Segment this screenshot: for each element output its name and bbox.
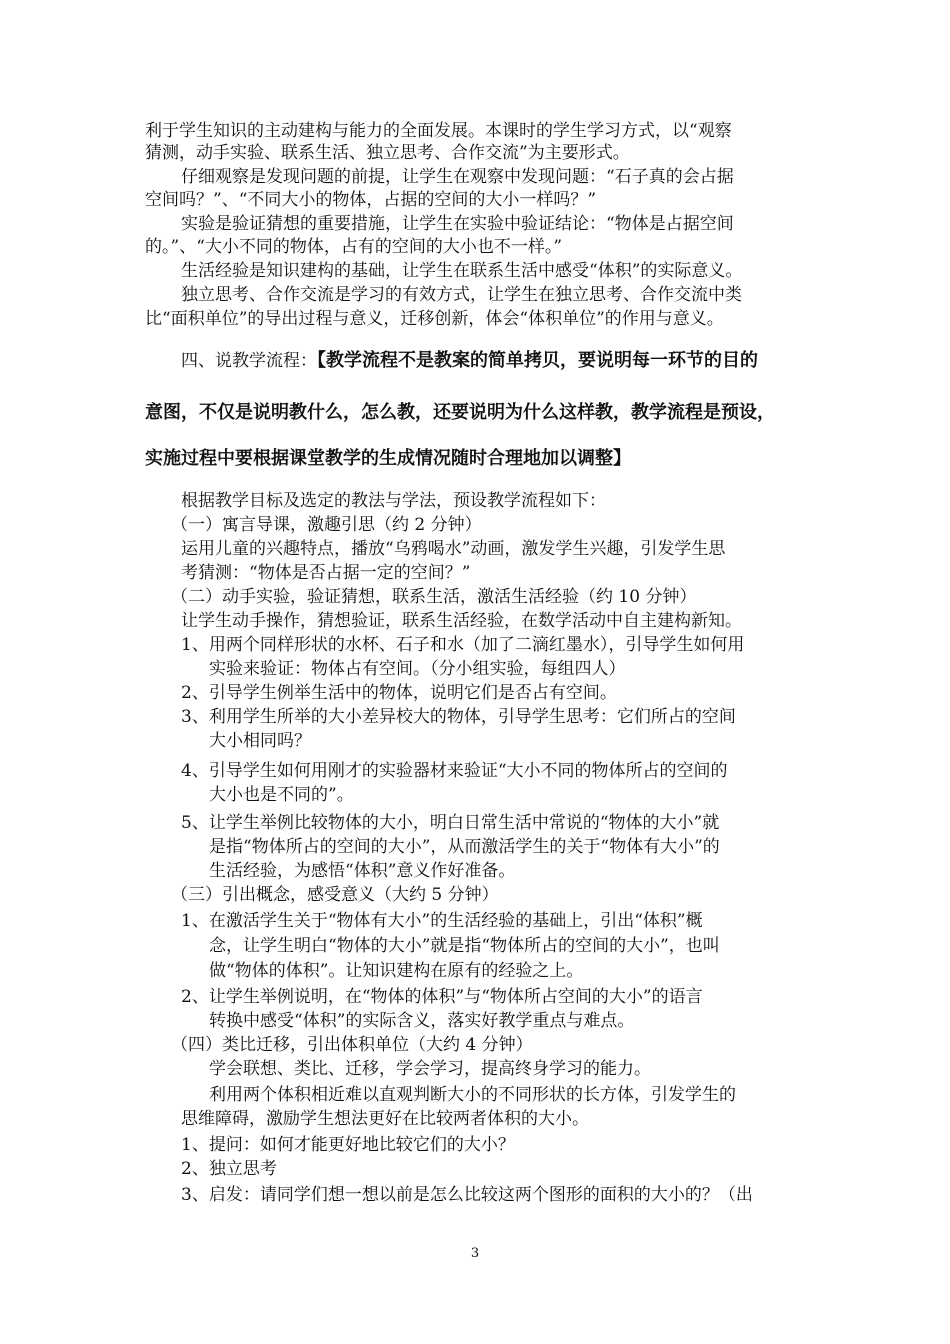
list-item: 3、启发：请同学们想一想以前是怎么比较这两个图形的面积的大小的？（出 — [181, 1185, 753, 1205]
text-line: 利用两个体积相近难以直观判断大小的不同形状的长方体，引发学生的 — [209, 1085, 736, 1105]
section-note-line: 实施过程中要根据课堂教学的生成情况随时合理地加以调整】 — [145, 448, 631, 469]
text-line: 利于学生知识的主动建构与能力的全面发展。本课时的学生学习方式，以“观察 — [145, 121, 732, 141]
list-item: 1、提问：如何才能更好地比较它们的大小？ — [181, 1135, 515, 1155]
list-item-cont: 念，让学生明白“物体的大小”就是指“物体所占的空间的大小”，也叫 — [209, 936, 720, 956]
text-line: 生活经验是知识建构的基础，让学生在联系生活中感受“体积”的实际意义。 — [181, 261, 743, 281]
list-item-cont: 大小相同吗？ — [209, 731, 311, 751]
list-item: 1、用两个同样形状的水杯、石子和水（加了二滴红墨水），引导学生如何用 — [181, 635, 745, 655]
subsection-title: （三）引出概念，感受意义（大约 5 分钟） — [171, 885, 499, 905]
section-note-line: 意图，不仅是说明教什么，怎么教，还要说明为什么这样教，教学流程是预设， — [145, 402, 775, 423]
list-item-cont: 做“物体的体积”。让知识建构在原有的经验之上。 — [209, 961, 584, 981]
section-heading-note: 【教学流程不是教案的简单拷贝，要说明每一环节的目的 — [317, 350, 758, 371]
page-number: 3 — [470, 1246, 480, 1261]
list-item: 5、让学生举例比较物体的大小，明白日常生活中常说的“物体的大小”就 — [181, 813, 720, 833]
text-line: 考猜测：“物体是否占据一定的空间？” — [181, 563, 471, 583]
text-line: 学会联想、类比、迁移，学会学习，提高终身学习的能力。 — [209, 1059, 651, 1079]
list-item: 1、在激活学生关于“物体有大小”的生活经验的基础上，引出“体积”概 — [181, 911, 703, 931]
text-line: 猜测，动手实验、联系生活、独立思考、合作交流”为主要形式。 — [145, 143, 630, 163]
list-item: 4、引导学生如何用刚才的实验器材来验证“大小不同的物体所占的空间的 — [181, 761, 728, 781]
section-heading — [181, 350, 758, 372]
subsection-title: （二）动手实验，验证猜想，联系生活，激活生活经验（约 10 分钟） — [171, 587, 697, 607]
text-line: 实验是验证猜想的重要措施，让学生在实验中验证结论：“物体是占据空间 — [181, 214, 734, 234]
list-item: 2、让学生举例说明，在“物体的体积”与“物体所占空间的大小”的语言 — [181, 987, 703, 1007]
text-line: 空间吗？”、“不同大小的物体，占据的空间的大小一样吗？” — [145, 190, 597, 210]
list-item-cont: 实验来验证：物体占有空间。（分小组实验，每组四人） — [209, 659, 626, 679]
text-line: 比“面积单位”的导出过程与意义，迁移创新，体会“体积单位”的作用与意义。 — [145, 309, 724, 329]
list-item-cont: 生活经验，为感悟“体积”意义作好准备。 — [209, 861, 516, 881]
list-item: 3、利用学生所举的大小差异校大的物体，引导学生思考：它们所占的空间 — [181, 707, 736, 727]
text-line: 独立思考、合作交流是学习的有效方式，让学生在独立思考、合作交流中类 — [181, 285, 742, 305]
list-item-cont: 是指“物体所占的空间的大小”，从而激活学生的关于“物体有大小”的 — [209, 837, 720, 857]
text-line: 的。”、“大小不同的物体，占有的空间的大小也不一样。” — [145, 237, 563, 257]
subsection-title: （一）寓言导课，激趣引思（约 2 分钟） — [171, 515, 482, 535]
text-line: 思维障碍，激励学生想法更好在比较两者体积的大小。 — [181, 1109, 589, 1129]
subsection-title: （四）类比迁移，引出体积单位（大约 4 分钟） — [171, 1035, 533, 1055]
text-line: 根据教学目标及选定的教法与学法，预设教学流程如下： — [181, 491, 606, 511]
section-heading-label: 四、说教学流程： — [181, 351, 317, 371]
text-line: 运用儿童的兴趣特点，播放“乌鸦喝水”动画，激发学生兴趣，引发学生思 — [181, 539, 726, 559]
list-item: 2、引导学生例举生活中的物体，说明它们是否占有空间。 — [181, 683, 617, 703]
list-item: 2、独立思考 — [181, 1159, 277, 1179]
text-line: 让学生动手操作，猜想验证，联系生活经验，在数学活动中自主建构新知。 — [181, 611, 742, 631]
list-item-cont: 大小也是不同的”。 — [209, 785, 354, 805]
list-item-cont: 转换中感受“体积”的实际含义，落实好教学重点与难点。 — [209, 1011, 635, 1031]
text-line: 仔细观察是发现问题的前提，让学生在观察中发现问题：“石子真的会占据 — [181, 167, 734, 187]
